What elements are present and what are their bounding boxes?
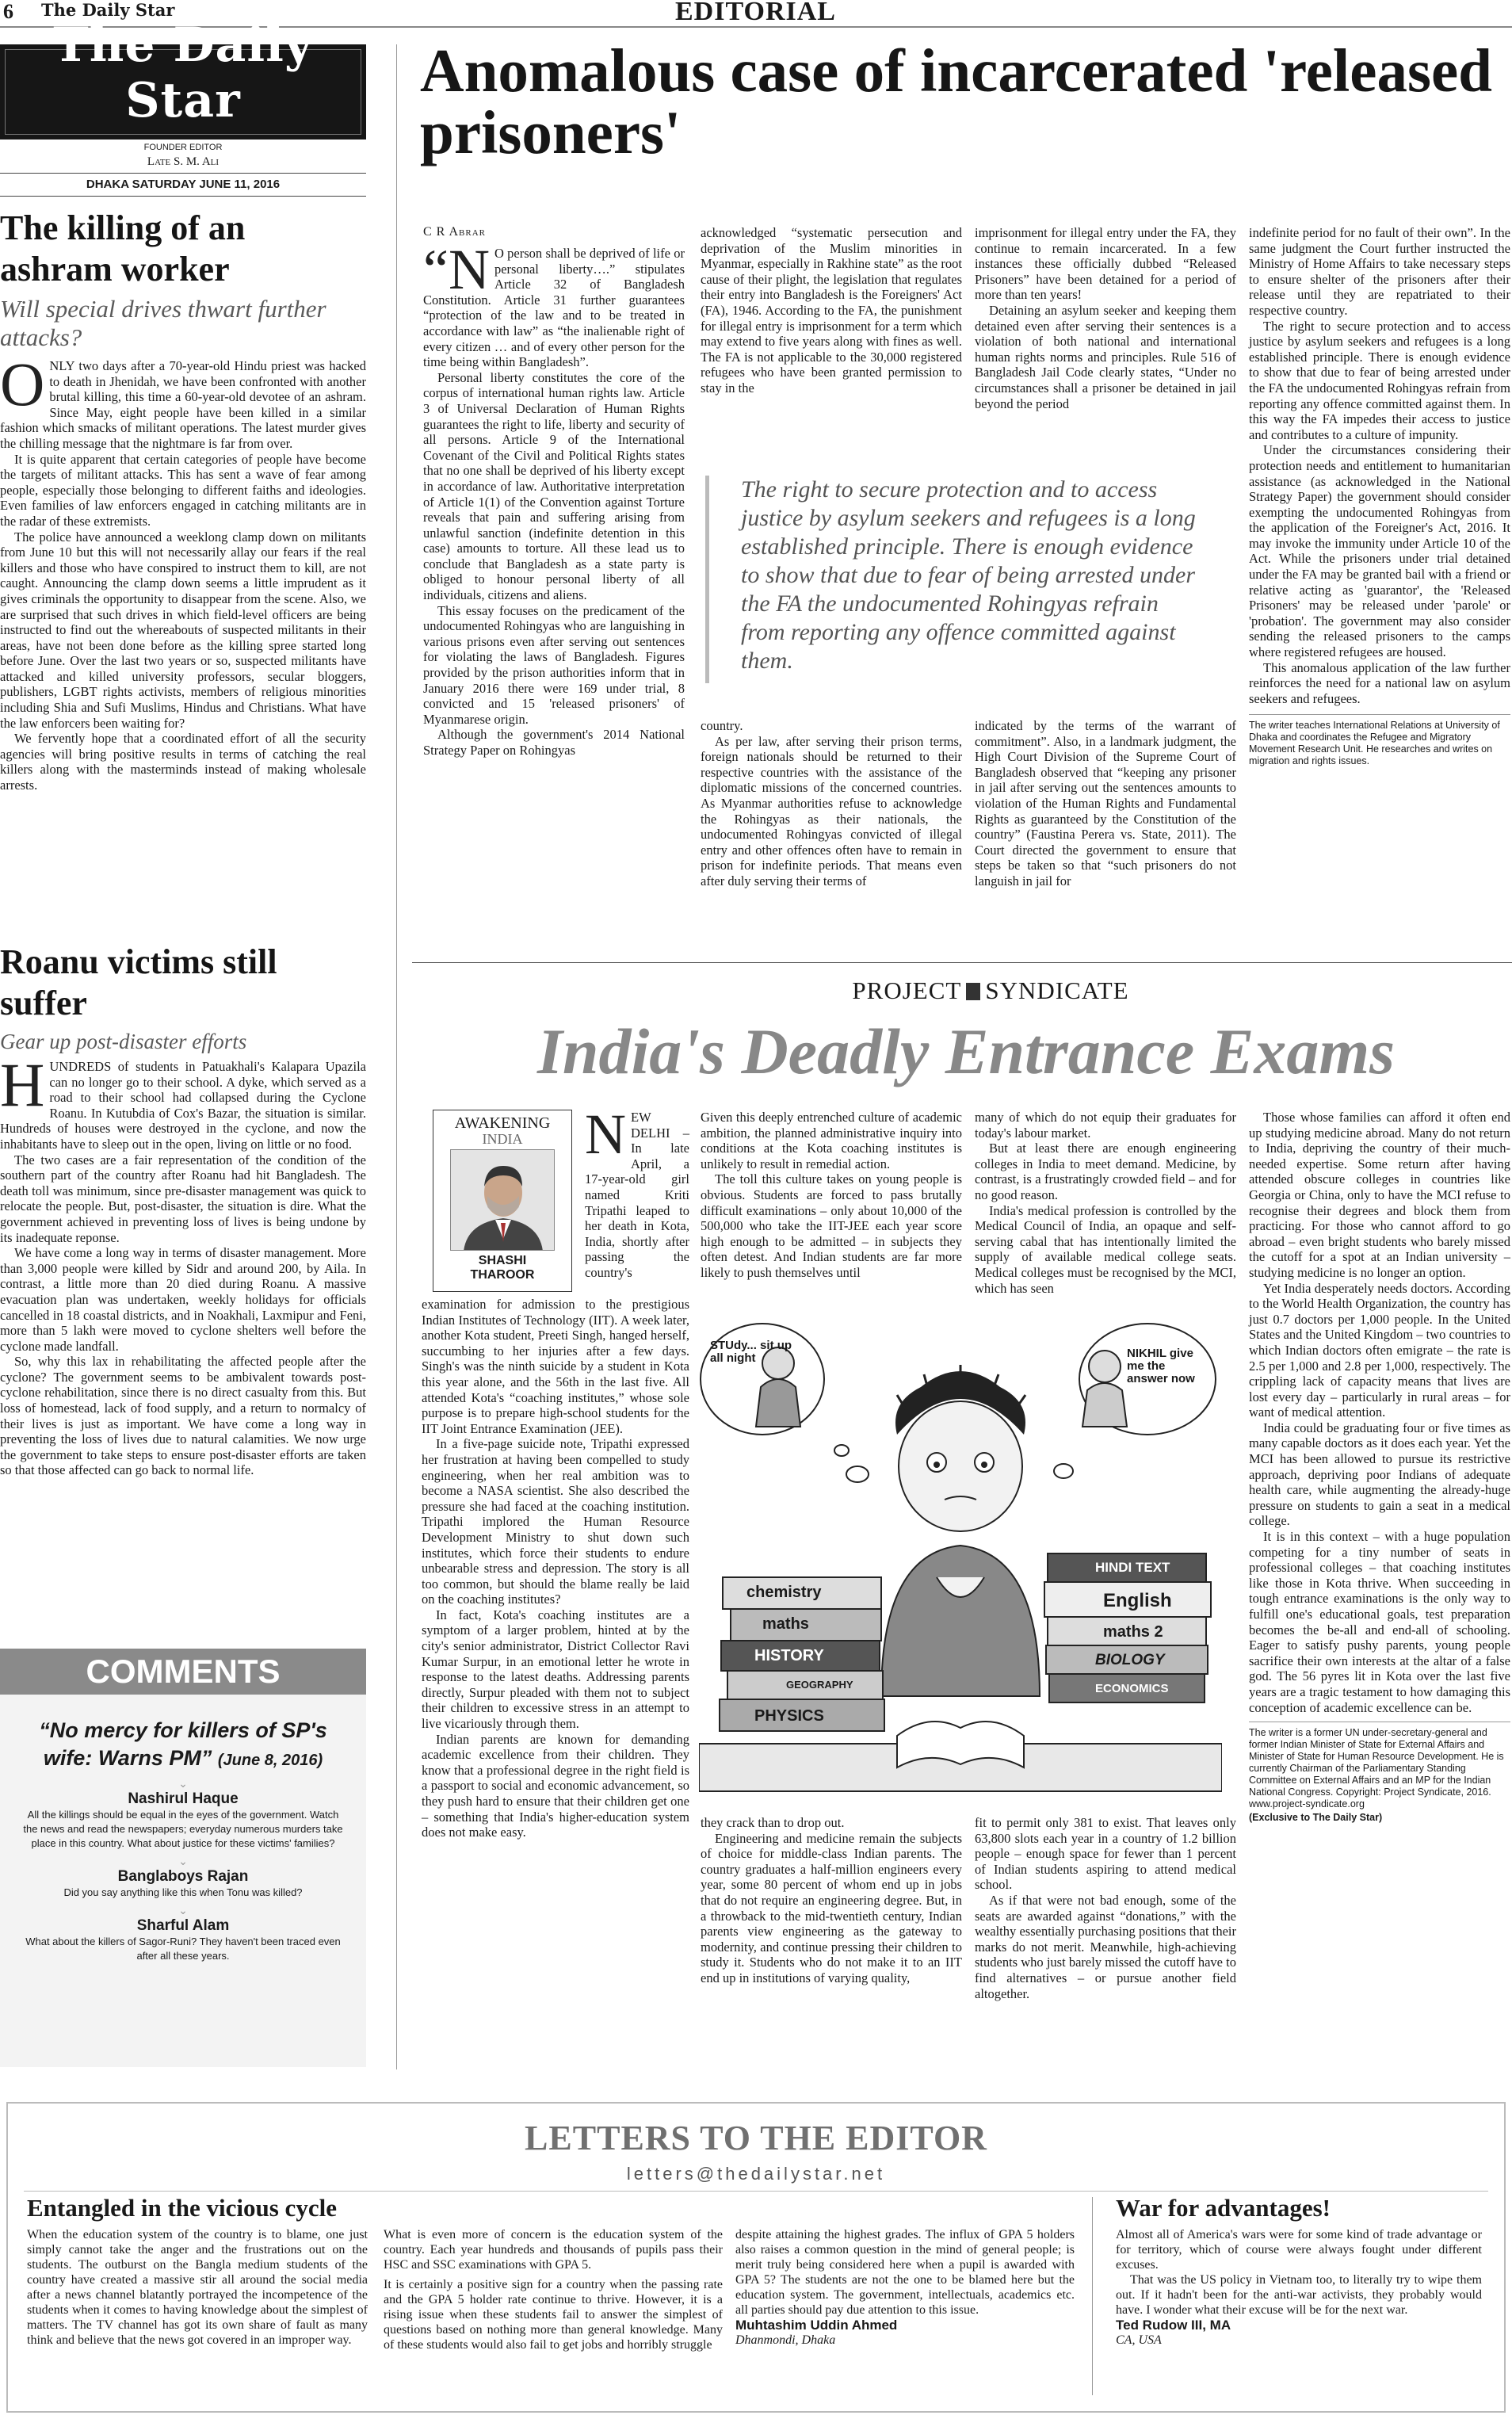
pull-quote: The right to secure protection and to access justice by asylum seekers and refugees is a long established principle. There is enough evidence to show that due to fear of being arrested under the FA the undocumented Rohingyas refrain from reporting any offence committed against them. <box>705 476 1197 683</box>
letter-column-3 <box>735 2227 1075 2348</box>
book-label: maths <box>762 1615 809 1633</box>
author-bio: The writer teaches International Relations at University of Dhaka and coordinates the Refugee and Migratory Movement Research Unit. He researches and writes on migration and rights issues. <box>1249 720 1500 767</box>
author-name: SHASHI THAROOR <box>470 1254 535 1282</box>
letters-email: letters@thedailystar.net <box>626 2164 886 2184</box>
section-title: EDITORIAL <box>675 0 836 26</box>
book-label: GEOGRAPHY <box>786 1679 853 1691</box>
paragraph: many of which do not equip their graduates for today's labour market. <box>975 1110 1236 1141</box>
india-column-1 <box>422 1297 689 1840</box>
paragraph: The police have announced a weeklong clamp down on militants from June 10 but this will not necessarily allay our fears if the real killers and those who have conspired to instruct them to kill, are not caught. Announcing the clamp down seems a little imprudent as it gives criminals the opportunity to disappear from the scene. Also, we are surprised that such drives in which field-level officers are being instructed to find out the whereabouts of suspected militants in their areas, have not been done before as the killing spree started long before June. Over the last two years or so, suspected militants have attacked and killed university professors, secular bloggers, publishers, LGBT rights activists, members of religious minorities including Shia and Sufi Muslims, Hindus and Christians. What have the law enforcers been waiting for? <box>0 529 366 731</box>
paragraph: fit to permit only 381 to exist. That leaves only 63,800 slots each year in a country of 1.2 billion people – enough space for fewer than 1 percent of Indian students aspiring to attend medical school. <box>975 1815 1236 1893</box>
book-label: chemistry <box>746 1584 822 1601</box>
book-label: HISTORY <box>754 1647 824 1664</box>
article-column-2-top <box>701 225 962 396</box>
column-title: AWAKENING <box>454 1114 551 1132</box>
letter-title: Entangled in the vicious cycle <box>27 2194 337 2222</box>
paragraph: Given this deeply entrenched culture of academic ambition, the planned administrative inquiry into conditions at the Kota coaching institutes is unlikely to result in remedial action. <box>701 1110 962 1171</box>
letter-location: CA, USA <box>1116 2333 1162 2347</box>
india-column-2-top <box>701 1110 962 1281</box>
commenter-name: Banglaboys Rajan <box>117 1868 249 1885</box>
paragraph: O person shall be deprived of life or personal liberty….” stipulates Article 32 of Bangladesh Constitution. Article 31 further guarantees “protection of the law and to be treated in accordance with law” as “the inalienable right of every citizen … and of every other person for the time being within Bangladesh”. <box>423 246 685 370</box>
dropcap: N <box>585 1102 626 1166</box>
editorial-subtitle: Gear up post-disaster efforts <box>0 1030 247 1053</box>
dropcap: H <box>0 1050 45 1119</box>
page-number: 6 <box>3 0 13 23</box>
paragraph: indefinite period for no fault of their own”. In the same judgment the Court further instructed the Ministry of Home Affairs to take necessary steps to ensure shelter of the prisoners after their release until they are repatriated to their respective country. <box>1249 225 1510 318</box>
paragraph: The right to secure protection and to access justice by asylum seekers and refugees is a long established principle. There is enough evidence to show that due to fear of being arrested under the FA the undocumented Rohingyas refrain from reporting any offence committed against them. In this way the FA impedes their access to justice and contributes to a culture of impunity. <box>1249 318 1510 442</box>
article-column-4 <box>1249 225 1510 767</box>
syndicate-mark-icon <box>966 983 980 1000</box>
column-subtitle: INDIA <box>482 1131 523 1147</box>
paragraph: country. <box>701 718 743 733</box>
editorial-ashram <box>0 208 366 793</box>
exclusive-note: (Exclusive to The Daily Star) <box>1249 1812 1383 1824</box>
paragraph: indicated by the terms of the warrant of commitment”. Also, in a landmark judgment, the High Court Division of the Supreme Court of Bangladesh observed that “keeping any prisoner in jail after serving out the sentences amounts to violation of the Human Rights and Fundamental Rights as guaranteed by the Constitution of the country” (Faustina Perera vs. State, 2011). The Court directed the government to ensure that steps be taken so that “such prisoners do not languish in jail for <box>975 718 1236 888</box>
paragraph: So, why this lax in rehabilitating the affected people after the cyclone? The government seems to be ambivalent towards post-cyclone rehabilitation, since there is no direct casualty from this. But loss of homestead, lack of food supply, and a return to normalcy of their lives is just as important. We have come a long way in preventing the loss of lives due to natural calamities. We now urge the government to take steps to ensure post-disaster efforts are taken so that those affected can go back to normal life. <box>0 1354 366 1478</box>
india-column-3-bottom <box>975 1815 1236 2001</box>
letters-rule <box>24 2191 1488 2192</box>
page-masthead-small: The Daily Star <box>41 0 175 20</box>
paragraph: The toll this culture takes on young people is obvious. Students are forced to pass brutally difficult examinations – only about 10,000 of the 500,000 who take the IIT-JEE each year score high enough to be admitted – in subjects they often detest. And Indian students are far more likely to push themselves until <box>701 1171 962 1280</box>
paragraph: Under the circumstances considering their protection needs and entitlement to humanitarian assistance (as acknowledged in the National Strategy Paper) the government should consider exempting the undocumented Rohingyas from the application of the Foreigner's Act, 2016. It may invoke the immunity under Article 10 of the Act. While the prisoners under trial detained under the FA may be granted bail with a friend or relative acting as 'guarantor', the 'Released Prisoners' may be released under 'parole' or 'probation'. The government may also consider sending the released prisoners to the camps where registered refugees are housed. <box>1249 442 1510 660</box>
paragraph: This essay focuses on the predicament of the undocumented Rohingyas who are languishing in various prisons even after serving out sentences for violating the laws of Bangladesh. Figures provided by the prison authorities inform that in January 2016 there were 169 under trial, 8 convicted and 15 'released prisoners' of Myanmarese origin. <box>423 602 685 727</box>
letter-signature: Ted Rudow III, MA <box>1116 2318 1231 2333</box>
editorial-roanu <box>0 942 366 1478</box>
letters-header: LETTERS TO THE EDITOR <box>525 2119 987 2157</box>
commenter-name: Sharful Alam <box>136 1917 230 1934</box>
paragraph: examination for admission to the prestigious Indian Institutes of Technology (IIT). A week later, another Kota student, Preeti Singh, hanged herself, succumbing to her injuries after a few days. Singh's was the ninth suicide by a student in Kota this year alone, and the 56th in the last five. All attended Kota's “coaching institutes,” whose sole purpose is to prepare high-school students for the IIT Joint Entrance Examination (JEE). <box>422 1297 689 1436</box>
paragraph: It is in this context – with a huge population competing for a tiny number of seats in professional colleges – that coaching institutes like those in Kota thrive. When succeeding in tough entrance examinations is the only way to fulfill one's educational goals, test preparation becomes the be-all and end-all of schooling. Eager to satisfy pushy parents, young people sacrifice their own interests at the altar of a false god. The 56 pyres lit in Kota over the last five years are a tragic testament to how damaging this conception of academic excellence can be. <box>1249 1529 1510 1715</box>
comment-text: Did you say anything like this when Tonu was killed? <box>63 1886 303 1898</box>
book-label: English <box>1103 1590 1172 1611</box>
comments-article-title: “No mercy for killers of SP's wife: Warns PM” (June 8, 2016) <box>39 1718 327 1770</box>
dateline: DHAKA SATURDAY JUNE 11, 2016 <box>0 173 366 197</box>
dropcap: “N <box>423 238 490 301</box>
comments-header: COMMENTS <box>0 1649 366 1695</box>
book-label: ECONOMICS <box>1095 1682 1169 1695</box>
paragraph: India could be graduating four or five times as many capable doctors as it does each year. Yet the MCI has been allowed to pursue its restrictive approach, depriving poor Indians of adequate health care, while augmenting the already-huge pressure on students to gain a seat in a medical college. <box>1249 1420 1510 1529</box>
india-column-2-bottom <box>701 1815 962 1986</box>
editorial-title: The killing of an ashram worker <box>0 208 246 289</box>
paragraph: In a five-page suicide note, Tripathi expressed her frustration at having been compelled to study engineering, when her real ambition was to become a NASA scientist. She also described the pressure she had faced at the coaching institution. Tripathi implored the Human Resource Development Ministry to shut down such institutes, which force their students to endure unbearable stress and depression. The story is all too common, but should the blame really be laid on the coaching institutes? <box>422 1436 689 1607</box>
letter-paragraph: That was the US policy in Vietnam too, to literally try to wipe them out. If it hadn't been for the anti-war activists, they probably would have. I wonder what their excuse will be for the next war. <box>1116 2273 1482 2317</box>
letter-paragraph: Almost all of America's wars were for some kind of trade advantage or for territory, which of course were always fought under different excuses. <box>1116 2228 1482 2272</box>
paragraph: Indian parents are known for demanding academic excellence from their children. They know that a professional degree in the right field is a passport to social and economic advancement, so they push hard to ensure that their children get one – something that India's higher-education system does not make easy. <box>422 1731 689 1840</box>
cartoon-thought-left: STUdy... sit up all night <box>710 1339 792 1365</box>
article-column-1 <box>423 238 685 759</box>
article-divider <box>412 962 1512 963</box>
article-headline: India's Deadly Entrance Exams <box>536 1015 1396 1087</box>
book-label: maths 2 <box>1103 1623 1163 1641</box>
editorial-title: Roanu victims still suffer <box>0 942 277 1022</box>
letter-location: Dhanmondi, Dhaka <box>735 2333 836 2347</box>
paragraph: Personal liberty constitutes the core of the corpus of international human rights law. Article 3 of Universal Declaration of Human Rights guarantees the right to life, liberty and security of all persons. Article 9 of the International Covenant of the Civil and Political Rights states that no one shall be deprived of his liberty except in accordance of law. Authoritative interpretation of Article 1(1) of the Convention against Torture reveals that pain and suffering arising from unlawful sanction (indefinite detention in this case) amounts to torture. All these lead us to conclude that Bangladesh as a state party is obliged to honour personal liberty of all individuals, citizens and aliens. <box>423 369 685 603</box>
letter-paragraph: despite attaining the highest grades. The influx of GPA 5 holders also raises a common question in the mind of general people; is merit truly being considered here when a pupil is awarded with GPA 5? The students are not the one to be blamed here but the education system. The government, intellectuals, academics etc. all parties should pay due attention to this issue. <box>735 2228 1075 2317</box>
letter-column-4 <box>1116 2227 1482 2348</box>
article-intro <box>585 1102 689 1281</box>
paragraph: It is quite apparent that certain categories of people have become the targets of militant attacks. This has sent a wave of fear among people, especially those belonging to different faiths and ideologies. Even families of law enforcers engaged in catching militants are in the radar of these extremists. <box>0 451 366 529</box>
book-label: BIOLOGY <box>1095 1652 1165 1668</box>
author-photo <box>450 1149 555 1251</box>
founder-label: FOUNDER EDITOR <box>143 143 223 152</box>
paragraph: Engineering and medicine remain the subjects of choice for middle-class Indian parents. The country graduates a half-million engineers every year, some 80 percent of whom end up in jobs that do not require an engineering degree. But, in a throwback to the mid-twentieth century, Indian parents view engineering as the gateway to modernity, and continue pressing their children to study it. Students who do not make it to an IIT end up in institutions of varying quality, <box>701 1830 962 1985</box>
paragraph: EW DELHI – In late April, a 17-year-old girl named Kriti Tripathi leaped to her death in Kota, India, shortly after passing the country's <box>585 1110 689 1280</box>
comment-text: What about the killers of Sagor-Runi? They haven't been traced even after all these years. <box>25 1936 341 1962</box>
paragraph: Yet India desperately needs doctors. According to the World Health Organization, the country has just 0.7 doctors per 1,000 people. In the United States and the United Kingdom – two countries to which Indian doctors often emigrate – the rate is 2.5 per 1,000 and 2.8 per 1,000, respectively. The crippling lack of capacity means that lives are lost every day – particularly in rural areas – for want of medical attention. <box>1249 1280 1510 1420</box>
letter-signature: Muhtashim Uddin Ahmed <box>735 2318 898 2333</box>
book-label: PHYSICS <box>754 1707 824 1725</box>
comments-panel <box>0 1695 366 2067</box>
column-divider <box>396 44 397 2069</box>
column-author-box <box>433 1110 572 1292</box>
paragraph: In fact, Kota's coaching institutes are a symptom of a larger problem, hinted at by the city's senior administrator, District Collector Ravi Kumar Surpur, in an emotional letter he wrote in response to the latest deaths. Addressing parents directly, Surpur pleaded with them not to subject their children to excessive stress in an attempt to live vicariously through them. <box>422 1607 689 1732</box>
letter-column-2 <box>384 2227 723 2352</box>
paragraph: they crack than to drop out. <box>701 1815 845 1830</box>
paragraph: NLY two days after a 70-year-old Hindu priest was hacked to death in Jhenidah, we have been confronted with another brutal killing, this time a 60-year-old devotee of an ashram. Since May, eight people have been killed in a similar fashion which smacks of militant operations. The latest murder gives the chilling message that the nightmare is far from over. <box>0 358 366 451</box>
article-column-3-top <box>975 225 1236 411</box>
chevron-down-icon: ⌄ <box>178 1905 188 1917</box>
india-column-3-top <box>975 1110 1236 1296</box>
paragraph: Those whose families can afford it often end up studying medicine abroad. Many do not return to India, depriving the country of their much-needed expertise. Some return after having attended obscure colleges in countries like Georgia or China, only to have the MCI refuse to recognise their degrees and block them from practicing. For those who cannot afford to go abroad – even bright students who barely missed the cutoff for a spot at an Indian university – studying medicine is no longer an option. <box>1249 1110 1510 1280</box>
letter-paragraph: What is even more of concern is the education system of the country. Each year hundreds and thousands of pupils pass their HSC and SSC examinations with GPA 5. <box>384 2228 723 2272</box>
paragraph: Although the government's 2014 National Strategy Paper on Rohingyas <box>423 727 685 758</box>
author-bio: The writer is a former UN under-secretary-general and former Indian Minister of State for External Affairs and Minister of State for Human Resource Development. He is currently Chairman of the Parliamentary Standing Committee on External Affairs and an MP for the Indian National Congress. Copyright: Project Syndicate, 2016. www.project-syndicate.org <box>1249 1727 1504 1810</box>
book-label: HINDI TEXT <box>1095 1560 1170 1575</box>
paragraph: Detaining an asylum seeker and keeping them detained even after serving their sentences is a violation of both national and international human rights norms and principles. Rule 516 of Bangladesh Jail Code clearly states, “Under no circumstances shall a prisoner be detained in jail beyond the period <box>975 302 1236 411</box>
article-column-2-bottom <box>701 718 962 889</box>
letter-paragraph: When the education system of the country is to blame, one just simply cannot take the anger and the frustrations out on the students. The outburst on the Bangla medium students of the country have created a massive stir all around the social media after a news channel blatantly portrayed the incompetence of the students when it comes to having knowledge about the simplest of matters. The TV channel has got its own share of fault as many think and believe that the news got covered in an improper way. <box>27 2228 368 2347</box>
cartoon-illustration <box>699 1316 1491 1807</box>
paragraph: But at least there are enough engineering colleges in India to meet demand. Medicine, by contrast, is a frustratingly crowded field – and for no good reason. <box>975 1141 1236 1202</box>
paragraph: This anomalous application of the law further reinforces the need for a national law on asylum seekers and refugees. <box>1249 659 1510 706</box>
comment-text: All the killings should be equal in the eyes of the government. Watch the news and read the newspapers; everyday numerous murders take place in this country. What about justice for these victims' families? <box>23 1809 343 1849</box>
letter-title: War for advantages! <box>1116 2194 1331 2222</box>
paragraph: We have come a long way in terms of disaster management. More than 3,000 people were killed by Sidr and around 200, by Aila. In contrast, a little more than 20 died during Roanu. A massive evacuation plan was undertaken, weekly holidays for officials cancelled in 18 coastal districts, and in Noakhali, Laxmipur and Feni, more than 5 lakh were moved to cyclone shelters well before the cyclone made landfall. <box>0 1245 366 1354</box>
paragraph: We fervently hope that a coordinated effort of all the security agencies will bring positive results in terms of catching the real killers along with the masterminds instead of making wholesale arrests. <box>0 731 366 793</box>
cartoon-thought-right: NIKHIL give me the answer now <box>1127 1347 1195 1385</box>
chevron-down-icon: ⌄ <box>178 1856 188 1868</box>
paragraph: UNDREDS of students in Patuakhali's Kalapara Upazila can no longer go to their school. A dyke, which served as a road to their school had collapsed during the Cyclone Roanu. In Kutubdia of Cox's Bazar, the situation is similar. Hundreds of houses were destroyed in the cyclone, and now the inhabitants have to sleep out in the open, living on little or no food. <box>0 1059 366 1152</box>
masthead-logo: The Daily Star <box>53 17 313 128</box>
editorial-subtitle: Will special drives thwart further attacks? <box>0 295 326 351</box>
bio-rule <box>1249 714 1510 715</box>
letter-paragraph: It is certainly a positive sign for a country when the passing rate and the GPA 5 holder rate continue to thrive. However, it is a rising issue when these students fail to answer the simplest of questions based on nothing more than general knowledge. Many of these students would also fail to get jobs and horribly struggle <box>384 2278 723 2352</box>
article-headline: Anomalous case of incarcerated 'released prisoners' <box>420 36 1492 166</box>
paragraph: As per law, after serving their prison terms, foreign nationals should be returned to their respective countries with the assistance of the diplomatic missions of the concerned countries. As Myanmar authorities refuse to acknowledge the Rohingyas as their nationals, the undocumented Rohingyas convicted of illegal entry and other offences often have to remain in prison for indefinite periods. That means even after duly serving their terms of <box>701 733 962 888</box>
paragraph: acknowledged “systematic persecution and deprivation of the Muslim minorities in Myanmar, especially in Rakhine state” as the root cause of their plight, the legislation that regulates their entry into Bangladesh is the Foreigners' Act (FA), 1946. According to the FA, the punishment for illegal entry is imprisonment for a term which may extend to five years along with fines as well. The FA is not applicable to the 30,000 registered refugees who have been granted permission to stay in the <box>701 225 962 396</box>
founder-name: Late S. M. Ali <box>147 155 220 168</box>
byline: C R Abrar <box>423 225 486 239</box>
paragraph: The two cases are a fair representation of the condition of the southern part of the country after Roanu had hit Bangladesh. The death toll was minimum, since pre-disaster management was quick to relocate the people. But, post-disaster, the situation is dire. What the government achieved in preventing loss of lives is being undone by its inadequate reponse. <box>0 1152 366 1245</box>
syndicate-logo: PROJECT SYNDICATE <box>852 976 1129 1004</box>
article-column-3-bottom <box>975 718 1236 889</box>
dropcap: O <box>0 350 45 418</box>
letters-divider <box>1092 2197 1093 2395</box>
paragraph: India's medical profession is controlled by the Medical Council of India, an opaque and self-serving cabal that has intentionally limited the supply of available medical college seats. Medical colleges must be recognised by the MCI, which has seen <box>975 1202 1236 1296</box>
paragraph: imprisonment for illegal entry under the FA, they continue to remain incarcerated. In a few instances these officially dubbed “Released Prisoners” have been detained for a period of more than ten years! <box>975 225 1236 303</box>
commenter-name: Nashirul Haque <box>128 1790 239 1807</box>
chevron-down-icon: ⌄ <box>178 1779 188 1790</box>
paragraph: As if that were not bad enough, some of the seats are awarded against “donations,” with the wealthy essentially purchasing positions that their marks do not merit. Meanwhile, high-achieving students who just barely missed the cutoff have to find alternatives – or pursue another field altogether. <box>975 1892 1236 2001</box>
